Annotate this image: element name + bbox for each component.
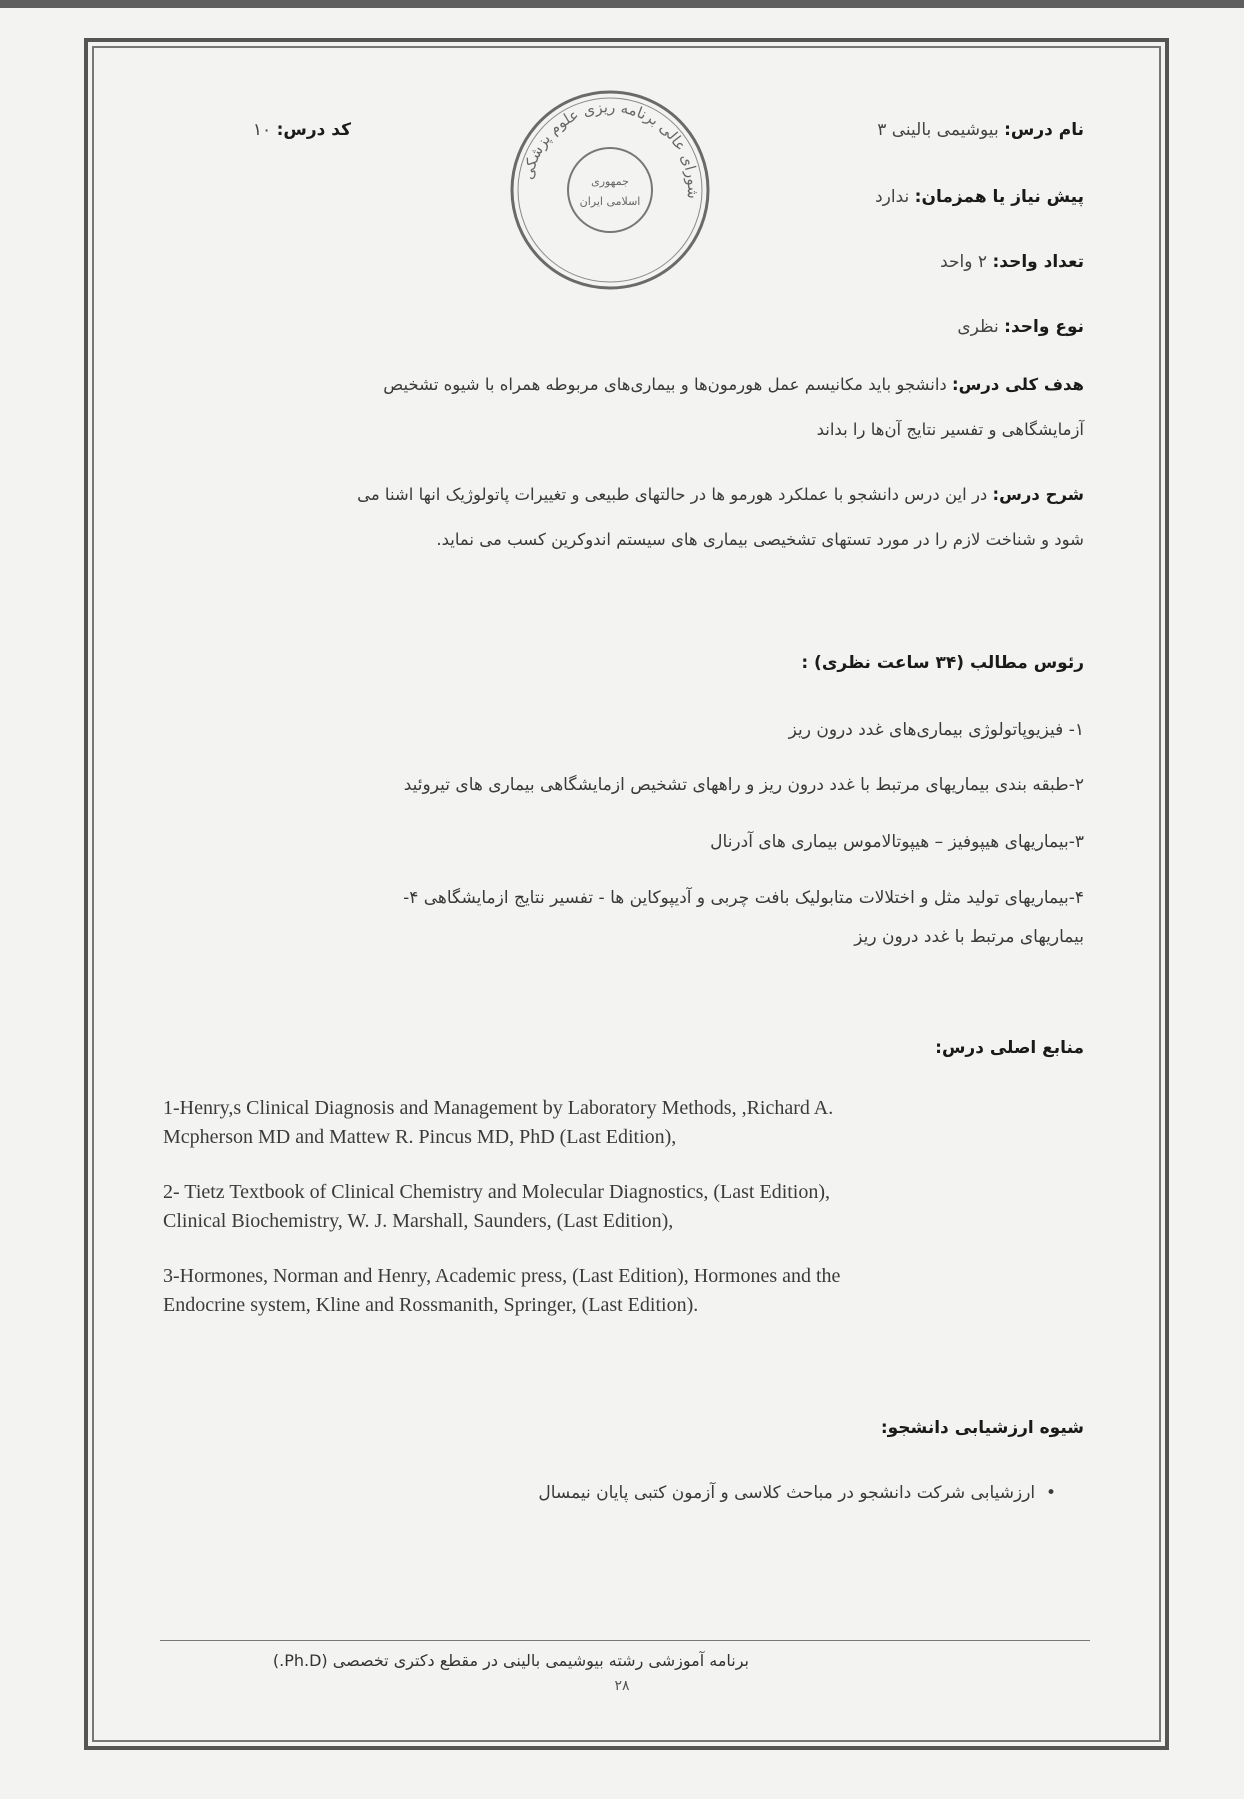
council-seal-stamp	[505, 85, 715, 295]
scan-top-edge	[0, 0, 1244, 8]
prerequisite-label: پیش نیاز یا همزمان:	[914, 187, 1084, 207]
references-heading: منابع اصلی درس:	[935, 1038, 1084, 1058]
course-goal-label: هدف کلی درس:	[952, 375, 1084, 394]
unit-type-row	[957, 312, 1084, 342]
reference-2-line2: Clinical Biochemistry, W. J. Marshall, Saunders, (Last Edition),	[163, 1210, 674, 1232]
reference-2	[163, 1178, 1063, 1236]
course-code-label: کد درس:	[276, 120, 351, 140]
outline-item-3: ۳-بیماریهای هیپوفیز – هیپوتالاموس بیماری های آدرنال	[710, 832, 1084, 852]
outline-heading: رئوس مطالب (۳۴ ساعت نظری) :	[801, 653, 1084, 673]
seal-inner-ring	[568, 148, 652, 232]
course-goal-text1: دانشجو باید مکانیسم عمل هورمون‌ها و بیماری‌های مربوطه همراه با شیوه تشخیص	[383, 375, 947, 394]
course-goal-line2: آزمایشگاهی و تفسیر نتایج آن‌ها را بداند	[816, 420, 1084, 439]
reference-3-line2: Endocrine system, Kline and Rossmanith, Springer, (Last Edition).	[163, 1294, 699, 1316]
outline-item-4-continued: بیماریهای مرتبط با غدد درون ریز	[854, 927, 1084, 947]
course-description	[149, 472, 1084, 562]
reference-1-line1: 1-Henry,s Clinical Diagnosis and Management by Laboratory Methods, ,Richard A.	[163, 1097, 834, 1119]
unit-type-label: نوع واحد:	[1004, 317, 1084, 337]
reference-1-line2: Mcpherson MD and Mattew R. Pincus MD, PhD (Last Edition),	[163, 1126, 677, 1148]
course-description-line2: شود و شناخت لازم را در مورد تستهای تشخیصی بیماری های سیستم اندوکرین کسب می نماید.	[436, 530, 1084, 549]
footer-rule	[160, 1640, 1090, 1641]
assessment-item-text: ارزشیابی شرکت دانشجو در مباحث کلاسی و آزمون کتبی پایان نیمسال	[538, 1483, 1036, 1503]
course-name-value: بیوشیمی بالینی ۳	[877, 120, 999, 140]
assessment-heading: شیوه ارزشیابی دانشجو:	[880, 1418, 1084, 1438]
course-goal-line1	[149, 362, 1084, 407]
course-name-label: نام درس:	[1004, 120, 1084, 140]
course-description-text1: در این درس دانشجو با عملکرد هورمو ها در حالتهای طبیعی و تغییرات پاتولوژیک انها اشنا می	[357, 485, 988, 504]
course-description-label: شرح درس:	[992, 485, 1084, 504]
prerequisite-row	[875, 182, 1084, 212]
reference-1	[163, 1094, 1063, 1152]
course-description-line1	[149, 472, 1084, 517]
seal-center-line1: جمهوری	[591, 175, 629, 188]
outline-item-2: ۲-طبقه بندی بیماریهای مرتبط با غدد درون ریز و راههای تشخیص ازمایشگاهی بیماری های تیروئید	[403, 775, 1084, 795]
reference-3-line1: 3-Hormones, Norman and Henry, Academic press, (Last Edition), Hormones and the	[163, 1265, 841, 1287]
reference-3	[163, 1262, 1063, 1320]
outline-item-1: ۱- فیزیوپاتولوژی بیماری‌های غدد درون ریز	[788, 720, 1084, 740]
course-code-row	[253, 115, 351, 145]
course-name-row	[877, 115, 1084, 145]
prerequisite-value: ندارد	[875, 187, 910, 207]
bullet-icon: •	[1045, 1483, 1056, 1503]
seal-outer-ring	[512, 92, 708, 288]
course-code-value: ۱۰	[252, 120, 272, 140]
seal-center-line2: اسلامی ایران	[579, 195, 641, 208]
units-value: ۲ واحد	[940, 252, 988, 272]
unit-type-value: نظری	[957, 317, 999, 337]
page-number: ۲۸	[614, 1678, 630, 1694]
outline-item-4: ۴-بیماریهای تولید مثل و اختلالات متابولیک بافت چربی و آدیپوکاین ها - تفسیر نتایج ازمایشگاهی ۴-	[403, 888, 1084, 908]
units-label: تعداد واحد:	[992, 252, 1084, 272]
seal-ring-text: شورای عالی برنامه ریزی علوم پزشکی	[518, 97, 703, 200]
units-row	[940, 247, 1084, 277]
assessment-item	[538, 1478, 1056, 1508]
footer-program: برنامه آموزشی رشته بیوشیمی بالینی در مقطع دکتری تخصصی (Ph.D.)	[272, 1651, 749, 1670]
course-goal	[149, 362, 1084, 452]
reference-2-line1: 2- Tietz Textbook of Clinical Chemistry and Molecular Diagnostics, (Last Edition),	[163, 1181, 831, 1203]
